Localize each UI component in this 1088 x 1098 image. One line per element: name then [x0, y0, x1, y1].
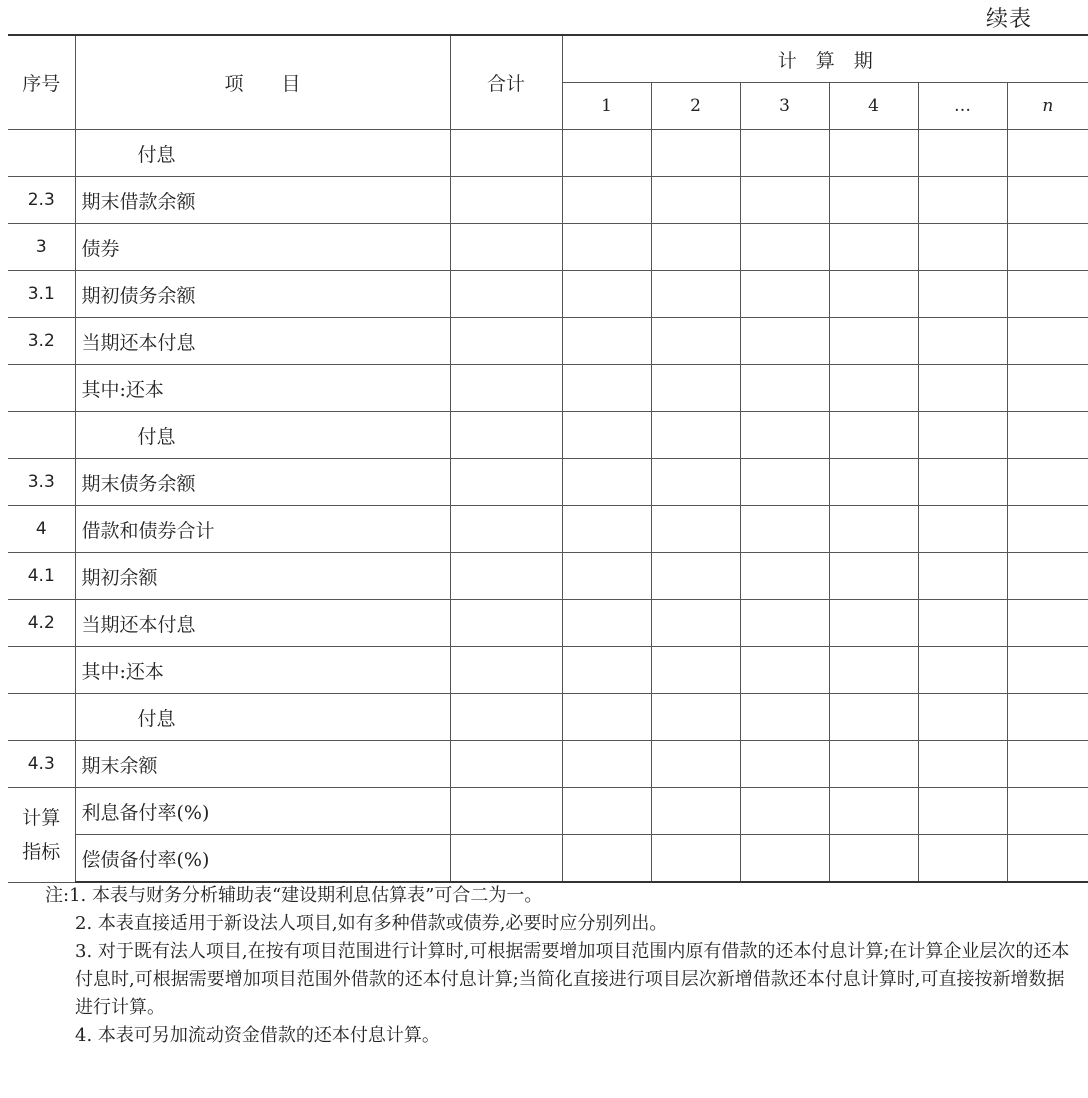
- row-value-cell: [651, 459, 740, 506]
- row-value-cell: [450, 835, 562, 883]
- row-value-cell: [740, 130, 829, 177]
- row-value-cell: [918, 365, 1007, 412]
- row-value-cell: [918, 177, 1007, 224]
- row-value-cell: [651, 224, 740, 271]
- header-total: 合计: [450, 35, 562, 130]
- row-value-cell: [651, 130, 740, 177]
- row-seq: 3.2: [8, 318, 75, 365]
- row-value-cell: [740, 224, 829, 271]
- row-value-cell: [562, 224, 651, 271]
- row-value-cell: [1007, 694, 1088, 741]
- table-row: [8, 600, 1088, 647]
- row-item: 期末借款余额: [75, 177, 450, 224]
- row-item: 期初债务余额: [75, 271, 450, 318]
- row-value-cell: [829, 600, 918, 647]
- table-row: [8, 318, 1088, 365]
- row-item: 当期还本付息: [75, 600, 450, 647]
- row-value-cell: [918, 130, 1007, 177]
- row-value-cell: [918, 271, 1007, 318]
- row-value-cell: [740, 365, 829, 412]
- note-3: 3. 对于既有法人项目,在按有项目范围进行计算时,可根据需要增加项目范围内原有借款的还本付息计算;在计算企业层次的还本付息时,可根据需要增加项目范围外借款的还本付息计算;当简化直接进行项目层次新增借款还本付息计算时,可直接按新增数据进行计算。: [75, 941, 1070, 1018]
- header-period-2: 2: [651, 83, 740, 130]
- row-value-cell: [1007, 224, 1088, 271]
- table-row: [8, 647, 1088, 694]
- row-value-cell: [1007, 600, 1088, 647]
- row-value-cell: [829, 741, 918, 788]
- row-value-cell: [918, 459, 1007, 506]
- row-value-cell: [562, 506, 651, 553]
- row-seq: [8, 130, 75, 177]
- header-period-4: 4: [829, 83, 918, 130]
- row-value-cell: [740, 741, 829, 788]
- row-value-cell: [918, 224, 1007, 271]
- row-value-cell: [1007, 553, 1088, 600]
- row-value-cell: [740, 553, 829, 600]
- row-item: 借款和债券合计: [75, 506, 450, 553]
- debt-repayment-table: [8, 34, 1088, 883]
- continued-label: 续表: [986, 7, 1033, 32]
- row-value-cell: [651, 835, 740, 883]
- table-row: [8, 553, 1088, 600]
- row-value-cell: [651, 694, 740, 741]
- row-value-cell: [918, 694, 1007, 741]
- table-row: [8, 412, 1088, 459]
- row-value-cell: [740, 647, 829, 694]
- row-value-cell: [562, 130, 651, 177]
- row-value-cell: [450, 647, 562, 694]
- row-seq: [8, 365, 75, 412]
- row-seq: [8, 694, 75, 741]
- header-period-n: n: [1007, 83, 1088, 130]
- row-value-cell: [651, 365, 740, 412]
- row-value-cell: [1007, 130, 1088, 177]
- row-value-cell: [562, 741, 651, 788]
- header-period-1: 1: [562, 83, 651, 130]
- row-item: 其中:还本: [75, 647, 450, 694]
- row-value-cell: [1007, 365, 1088, 412]
- row-value-cell: [562, 553, 651, 600]
- row-value-cell: [651, 788, 740, 835]
- note-2: 2. 本表直接适用于新设法人项目,如有多种借款或债券,必要时应分别列出。: [75, 913, 668, 934]
- metric-item: 偿债备付率(%): [75, 835, 450, 883]
- row-seq: 4.3: [8, 741, 75, 788]
- row-item: 付息: [75, 412, 450, 459]
- row-value-cell: [740, 318, 829, 365]
- row-value-cell: [918, 318, 1007, 365]
- row-value-cell: [450, 177, 562, 224]
- row-item: 期初余额: [75, 553, 450, 600]
- row-value-cell: [740, 177, 829, 224]
- row-value-cell: [1007, 412, 1088, 459]
- row-value-cell: [450, 741, 562, 788]
- table-row: [8, 459, 1088, 506]
- row-value-cell: [651, 412, 740, 459]
- row-value-cell: [651, 506, 740, 553]
- row-value-cell: [829, 835, 918, 883]
- row-value-cell: [829, 647, 918, 694]
- row-seq: 4: [8, 506, 75, 553]
- row-value-cell: [829, 412, 918, 459]
- header-period: 计 算 期: [562, 35, 1088, 83]
- row-value-cell: [829, 177, 918, 224]
- row-item: 债券: [75, 224, 450, 271]
- row-value-cell: [1007, 506, 1088, 553]
- header-seq: 序号: [8, 35, 75, 130]
- row-value-cell: [918, 835, 1007, 883]
- row-item: 期末债务余额: [75, 459, 450, 506]
- row-value-cell: [450, 412, 562, 459]
- header-period-3: 3: [740, 83, 829, 130]
- table-row: [8, 130, 1088, 177]
- note-1: 注:1. 本表与财务分析辅助表“建设期利息估算表”可合二为一。: [45, 885, 543, 906]
- header-period-ellipsis: …: [918, 83, 1007, 130]
- header-row-1: [8, 35, 1088, 83]
- row-value-cell: [562, 412, 651, 459]
- row-seq: 3: [8, 224, 75, 271]
- row-value-cell: [740, 788, 829, 835]
- row-value-cell: [740, 600, 829, 647]
- row-value-cell: [918, 553, 1007, 600]
- row-value-cell: [450, 130, 562, 177]
- row-value-cell: [450, 365, 562, 412]
- table-row: [8, 365, 1088, 412]
- row-value-cell: [562, 177, 651, 224]
- row-value-cell: [450, 271, 562, 318]
- row-value-cell: [740, 694, 829, 741]
- row-value-cell: [1007, 271, 1088, 318]
- metric-label-line2: 指标: [22, 840, 61, 863]
- table-row: [8, 271, 1088, 318]
- row-value-cell: [651, 741, 740, 788]
- row-value-cell: [740, 412, 829, 459]
- row-value-cell: [829, 553, 918, 600]
- metric-item: 利息备付率(%): [75, 788, 450, 835]
- row-value-cell: [562, 647, 651, 694]
- row-value-cell: [562, 271, 651, 318]
- row-value-cell: [651, 318, 740, 365]
- row-value-cell: [450, 694, 562, 741]
- row-seq: 4.1: [8, 553, 75, 600]
- table-row: [8, 177, 1088, 224]
- row-item: 付息: [75, 694, 450, 741]
- row-value-cell: [450, 600, 562, 647]
- row-seq: 3.3: [8, 459, 75, 506]
- row-value-cell: [450, 318, 562, 365]
- row-value-cell: [829, 694, 918, 741]
- header-item: 项 目: [75, 35, 450, 130]
- row-seq: [8, 647, 75, 694]
- row-value-cell: [829, 459, 918, 506]
- row-value-cell: [562, 694, 651, 741]
- row-value-cell: [1007, 788, 1088, 835]
- row-value-cell: [562, 788, 651, 835]
- row-value-cell: [562, 600, 651, 647]
- row-value-cell: [562, 365, 651, 412]
- row-value-cell: [829, 271, 918, 318]
- row-value-cell: [1007, 177, 1088, 224]
- row-value-cell: [918, 647, 1007, 694]
- row-value-cell: [450, 553, 562, 600]
- metric-label-line1: 计算: [22, 806, 61, 829]
- row-value-cell: [918, 506, 1007, 553]
- table-row: [8, 224, 1088, 271]
- row-seq: 3.1: [8, 271, 75, 318]
- row-value-cell: [829, 318, 918, 365]
- row-item: 当期还本付息: [75, 318, 450, 365]
- row-value-cell: [1007, 741, 1088, 788]
- row-value-cell: [829, 224, 918, 271]
- row-value-cell: [651, 177, 740, 224]
- row-value-cell: [450, 459, 562, 506]
- row-value-cell: [829, 130, 918, 177]
- row-value-cell: [562, 835, 651, 883]
- table-row: [8, 694, 1088, 741]
- row-value-cell: [1007, 647, 1088, 694]
- row-value-cell: [450, 506, 562, 553]
- row-value-cell: [740, 835, 829, 883]
- row-value-cell: [740, 506, 829, 553]
- metric-group-label: [8, 788, 75, 883]
- row-seq: 2.3: [8, 177, 75, 224]
- note-4: 4. 本表可另加流动资金借款的还本付息计算。: [75, 1025, 440, 1046]
- row-value-cell: [918, 788, 1007, 835]
- row-value-cell: [740, 459, 829, 506]
- table-row: [8, 506, 1088, 553]
- row-value-cell: [1007, 459, 1088, 506]
- row-value-cell: [651, 553, 740, 600]
- row-item: 其中:还本: [75, 365, 450, 412]
- row-value-cell: [829, 506, 918, 553]
- row-value-cell: [1007, 835, 1088, 883]
- row-item: 付息: [75, 130, 450, 177]
- row-value-cell: [829, 788, 918, 835]
- row-value-cell: [1007, 318, 1088, 365]
- notes: [45, 882, 1082, 1050]
- row-value-cell: [740, 271, 829, 318]
- row-seq: [8, 412, 75, 459]
- row-seq: 4.2: [8, 600, 75, 647]
- metric-row: [8, 788, 1088, 835]
- row-value-cell: [651, 271, 740, 318]
- row-value-cell: [562, 318, 651, 365]
- metric-row: [8, 835, 1088, 883]
- row-value-cell: [651, 647, 740, 694]
- row-value-cell: [918, 741, 1007, 788]
- row-value-cell: [450, 224, 562, 271]
- row-value-cell: [918, 412, 1007, 459]
- row-value-cell: [829, 365, 918, 412]
- row-item: 期末余额: [75, 741, 450, 788]
- row-value-cell: [450, 788, 562, 835]
- row-value-cell: [651, 600, 740, 647]
- row-value-cell: [562, 459, 651, 506]
- table-row: [8, 741, 1088, 788]
- row-value-cell: [918, 600, 1007, 647]
